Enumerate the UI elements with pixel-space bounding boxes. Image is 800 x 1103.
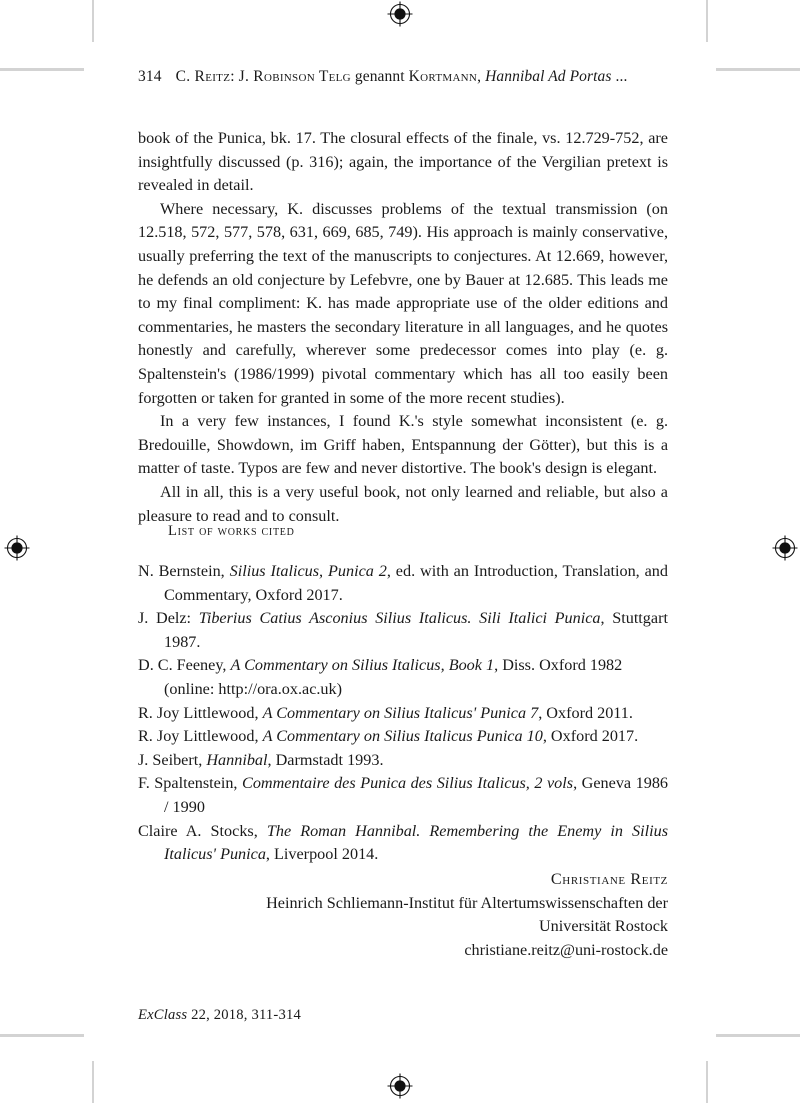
signature-email: christiane.reitz@uni-rostock.de <box>464 940 668 959</box>
bibliography-title: The Roman Hannibal. Remembering the Enemy in Silius Italicus' Punica <box>164 821 668 864</box>
signature-institute: Heinrich Schliemann-Institut für Altertumswissenschaften der <box>266 893 668 912</box>
bibliography-title: A Commentary on Silius Italicus Punica 10 <box>262 727 543 746</box>
running-head-book-surname: Kortmann <box>408 68 478 85</box>
bibliography-author: Claire A. Stocks, <box>138 821 267 840</box>
bibliography-author: N. Bernstein, <box>138 562 230 580</box>
bibliography-title: Commentaire des Punica des Silius Italicus, 2 vols <box>242 774 574 793</box>
bibliography-title: A Commentary on Silius Italicus' Punica 7 <box>262 703 539 722</box>
bibliography-entry <box>138 820 668 867</box>
crop-mark-bottom-left-vertical <box>92 1061 94 1103</box>
running-head-connector: genannt <box>354 68 405 85</box>
paragraph: Where necessary, K. discusses problems of the textual transmission (on 12.518, 572, 577, 578, 631, 669, 685, 749). His approach is mainly conservative, usually preferring the text of the manuscripts to conjectures. At 12.669, however, he defends an old conjecture by Lefebvre, one by Bauer at 12.685. This leads me to my final compliment: K. has made appropriate use of the older editions and commentaries, he masters the secondary literature in all languages, and he quotes honestly and carefully, wherever some predecessor comes into play (e. g. Spaltenstein's (1986/1999) pivotal commentary which has all too easily been forgotten or taken for granted in some of the more recent studies). <box>138 199 668 407</box>
running-head-book-author: J. Robinson Telg <box>238 68 351 85</box>
running-head-comma: , <box>477 68 482 85</box>
bibliography-entry <box>138 607 668 654</box>
running-head-ellipsis: ... <box>615 68 628 85</box>
crop-mark-bottom-left-horizontal <box>0 1034 84 1037</box>
bibliography-imprint: , Stuttgart 1987. <box>164 609 668 651</box>
bibliography-imprint: , Oxford 2017. <box>542 727 639 746</box>
author-signature-block <box>138 868 668 962</box>
bibliography-author: F. Spaltenstein, <box>138 774 243 793</box>
signature-university: Universität Rostock <box>538 917 668 936</box>
bibliography-entry <box>138 560 668 607</box>
paragraph: In a very few instances, I found K.'s style somewhat inconsistent (e. g. Bredouille, Showdown, im Griff haben, Entspannung der Götter), but this is a matter of taste. Typos are few and never distortive. The book's design is elegant. <box>138 412 668 478</box>
paragraph: book of the Punica, bk. 17. The closural effects of the finale, vs. 12.729-752, are insightfully discussed (p. 316); again, the importance of the Vergilian pretext is revealed in detail. <box>138 129 668 195</box>
crop-mark-top-left-vertical <box>92 0 94 42</box>
bibliography-entry <box>138 772 668 819</box>
paragraph: All in all, this is a very useful book, not only learned and reliable, but also a pleasure to read and to consult. <box>138 482 668 525</box>
running-head <box>138 68 666 86</box>
bibliography-imprint: , Diss. Oxford 1982 (online: http://ora.ox.ac.uk) <box>164 656 623 698</box>
journal-name: ExClass <box>138 1007 188 1023</box>
bibliography-entry <box>138 654 668 701</box>
signature-name: Christiane Reitz <box>550 870 668 888</box>
page-number: 314 <box>138 68 162 85</box>
bibliography-author: J. Seibert, <box>138 750 207 769</box>
running-head-colon: : <box>230 68 235 85</box>
crop-mark-top-right-horizontal <box>716 68 800 71</box>
registration-target-icon-bottom <box>387 1073 413 1099</box>
bibliography-imprint: , Geneva 1986 / 1990 <box>164 774 669 816</box>
bibliography-imprint: , Darmstadt 1993. <box>267 750 384 769</box>
bibliography-author: D. C. Feeney, <box>138 656 231 675</box>
crop-mark-bottom-right-vertical <box>706 1061 708 1103</box>
bibliography-title: Tiberius Catius Asconius Silius Italicus. Sili Italici Punica <box>198 609 601 628</box>
journal-citation: 22, 2018, 311-314 <box>187 1007 301 1023</box>
bibliography-author: J. Delz: <box>138 609 199 628</box>
crop-mark-top-left-horizontal <box>0 68 84 71</box>
crop-mark-bottom-right-horizontal <box>716 1034 800 1037</box>
page-footer-citation <box>138 1007 301 1024</box>
bibliography-imprint: , Oxford 2011. <box>538 703 633 722</box>
bibliography-title: A Commentary on Silius Italicus, Book 1 <box>230 656 495 675</box>
running-head-reviewer: C. Reitz <box>175 68 231 85</box>
bibliography-author: R. Joy Littlewood, <box>138 703 263 722</box>
registration-target-icon-top <box>387 1 413 27</box>
bibliography-imprint: , ed. with an Introduction, Translation, and Commentary, Oxford 2017. <box>164 562 668 604</box>
bibliography-title: Silius Italicus, Punica 2 <box>229 562 387 580</box>
bibliography-entry <box>138 702 668 726</box>
crop-mark-top-right-vertical <box>706 0 708 42</box>
bibliography-entry <box>138 725 668 749</box>
body-text-column <box>138 127 668 528</box>
bibliography-author: R. Joy Littlewood, <box>138 727 263 746</box>
bibliography-entry <box>138 749 668 773</box>
running-head-title: Hannibal Ad Portas <box>485 68 612 85</box>
bibliography-list <box>138 560 668 867</box>
bibliography-title: Hannibal <box>206 750 268 769</box>
registration-target-icon-right <box>772 535 798 561</box>
bibliography-imprint: , Liverpool 2014. <box>265 845 379 864</box>
registration-target-icon-left <box>4 535 30 561</box>
section-heading-works-cited: List of works cited <box>168 523 295 539</box>
